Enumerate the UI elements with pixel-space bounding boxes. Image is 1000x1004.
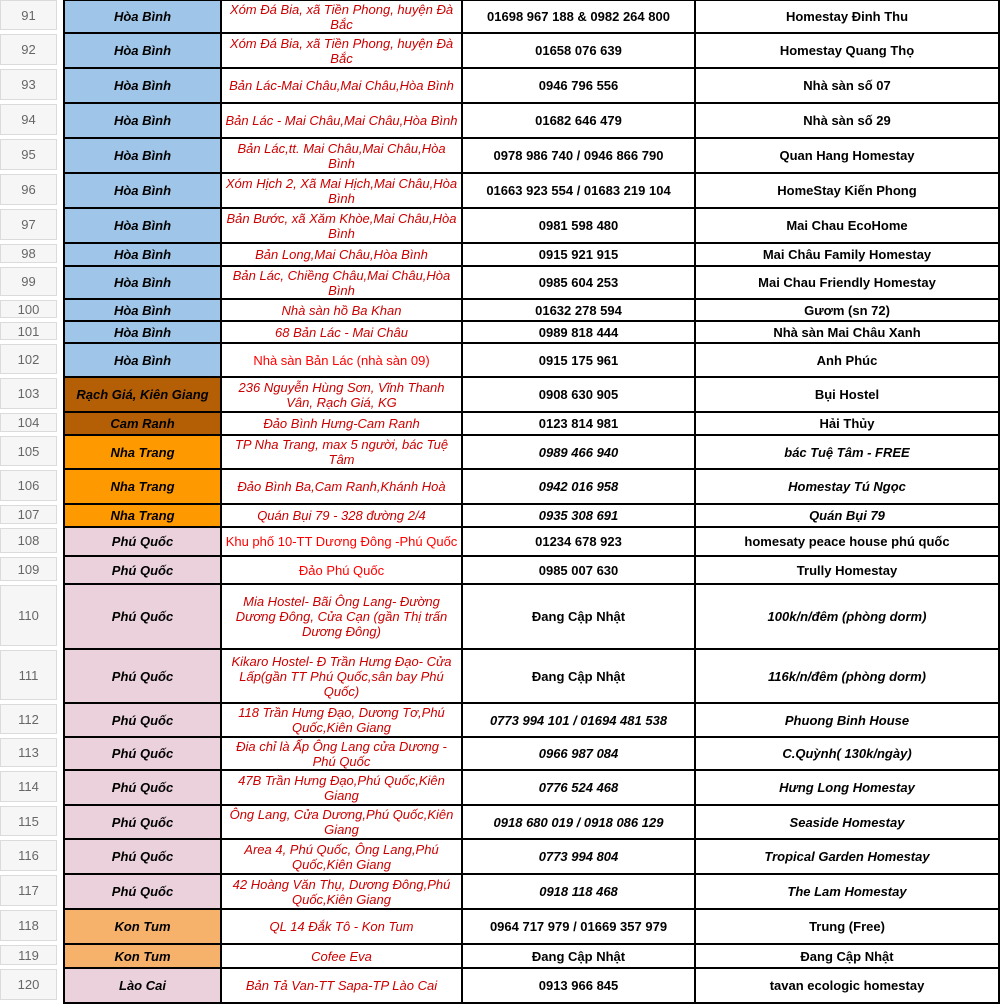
table-row	[0, 738, 1000, 771]
row-number-label: 96	[0, 174, 57, 205]
phone-cell[interactable]: Đang Cập Nhật	[463, 650, 696, 704]
row-number-label: 112	[0, 704, 57, 734]
table-row	[0, 969, 1000, 1004]
phone-cell[interactable]: 0918 118 468	[463, 875, 696, 910]
row-number[interactable]	[0, 244, 57, 267]
table-row	[0, 34, 1000, 69]
address-cell[interactable]: Bản Lác-Mai Châu,Mai Châu,Hòa Bình	[222, 69, 463, 104]
address-cell[interactable]: QL 14 Đắk Tô - Kon Tum	[222, 910, 463, 945]
homestay-name-cell[interactable]: Quán Bụi 79	[696, 505, 1000, 528]
province-cell[interactable]: Nha Trang	[63, 505, 222, 528]
table-row	[0, 413, 1000, 436]
phone-cell[interactable]: Đang Cập Nhật	[463, 945, 696, 969]
phone-cell[interactable]: 0776 524 468	[463, 771, 696, 806]
table-row	[0, 470, 1000, 505]
homestay-name-cell[interactable]: Hưng Long Homestay	[696, 771, 1000, 806]
row-number-label: 113	[0, 738, 57, 767]
row-number[interactable]	[0, 806, 57, 840]
phone-cell[interactable]: 0918 680 019 / 0918 086 129	[463, 806, 696, 840]
table-row	[0, 139, 1000, 174]
homestay-name-cell[interactable]: Nhà sàn số 29	[696, 104, 1000, 139]
row-number[interactable]	[0, 528, 57, 557]
homestay-name-cell[interactable]: Trully Homestay	[696, 557, 1000, 585]
address-cell[interactable]: 68 Bản Lác - Mai Châu	[222, 322, 463, 344]
row-number[interactable]	[0, 34, 57, 69]
row-number-label: 101	[0, 322, 57, 340]
phone-cell[interactable]: 0981 598 480	[463, 209, 696, 244]
homestay-name-cell[interactable]: HomeStay Kiến Phong	[696, 174, 1000, 209]
table-row	[0, 69, 1000, 104]
row-number[interactable]	[0, 300, 57, 322]
address-cell[interactable]: Bản Lác,tt. Mai Châu,Mai Châu,Hòa Bình	[222, 139, 463, 174]
province-cell[interactable]: Phú Quốc	[63, 557, 222, 585]
homestay-name-cell[interactable]: 116k/n/đêm (phòng dorm)	[696, 650, 1000, 704]
address-cell[interactable]: Quán Bụi 79 - 328 đường 2/4	[222, 505, 463, 528]
row-number-label: 108	[0, 528, 57, 553]
row-number[interactable]	[0, 139, 57, 174]
table-row	[0, 378, 1000, 413]
homestay-name-cell[interactable]: Homestay Quang Thọ	[696, 34, 1000, 69]
address-cell[interactable]: 118 Trần Hưng Đạo, Dương Tơ,Phú Quốc,Kiên Giang	[222, 704, 463, 738]
address-cell[interactable]: Bản Lác - Mai Châu,Mai Châu,Hòa Bình	[222, 104, 463, 139]
row-number-label: 116	[0, 840, 57, 871]
row-number-label: 93	[0, 69, 57, 100]
homestay-name-cell[interactable]: Bụi Hostel	[696, 378, 1000, 413]
homestay-name-cell[interactable]: Nhà sàn Mai Châu Xanh	[696, 322, 1000, 344]
province-cell[interactable]: Hòa Bình	[63, 267, 222, 300]
homestay-name-cell[interactable]: Trung (Free)	[696, 910, 1000, 945]
row-number[interactable]	[0, 585, 57, 650]
province-cell[interactable]: Hòa Bình	[63, 322, 222, 344]
table-row	[0, 300, 1000, 322]
province-cell[interactable]: Phú Quốc	[63, 875, 222, 910]
row-number[interactable]	[0, 69, 57, 104]
row-number-label: 105	[0, 436, 57, 466]
address-cell[interactable]: Bản Tả Van-TT Sapa-TP Lào Cai	[222, 969, 463, 1004]
table-row	[0, 771, 1000, 806]
phone-cell[interactable]: 0773 994 804	[463, 840, 696, 875]
address-cell[interactable]: 47B Trần Hưng Đạo,Phú Quốc,Kiên Giang	[222, 771, 463, 806]
table-row	[0, 840, 1000, 875]
table-row	[0, 505, 1000, 528]
table-row	[0, 704, 1000, 738]
row-number-label: 111	[0, 650, 57, 700]
province-cell[interactable]: Hòa Bình	[63, 0, 222, 34]
table-row	[0, 650, 1000, 704]
row-number-label: 115	[0, 806, 57, 836]
province-cell[interactable]: Cam Ranh	[63, 413, 222, 436]
row-number[interactable]	[0, 0, 57, 34]
phone-cell[interactable]: 0942 016 958	[463, 470, 696, 505]
phone-cell[interactable]: 0985 604 253	[463, 267, 696, 300]
province-cell[interactable]: Phú Quốc	[63, 738, 222, 771]
address-cell[interactable]: Bản Lác, Chiềng Châu,Mai Châu,Hòa Bình	[222, 267, 463, 300]
table-row	[0, 174, 1000, 209]
homestay-name-cell[interactable]: Hải Thủy	[696, 413, 1000, 436]
row-number[interactable]	[0, 771, 57, 806]
homestay-name-cell[interactable]: Phuong Binh House	[696, 704, 1000, 738]
phone-cell[interactable]: 01658 076 639	[463, 34, 696, 69]
row-number-label: 100	[0, 300, 57, 318]
table-row	[0, 104, 1000, 139]
phone-cell[interactable]: 0123 814 981	[463, 413, 696, 436]
address-cell[interactable]: Bản Long,Mai Châu,Hòa Bình	[222, 244, 463, 267]
table-row	[0, 875, 1000, 910]
province-cell[interactable]: Rạch Giá, Kiên Giang	[63, 378, 222, 413]
province-cell[interactable]: Kon Tum	[63, 945, 222, 969]
phone-cell[interactable]: 0773 994 101 / 01694 481 538	[463, 704, 696, 738]
row-number-label: 117	[0, 875, 57, 906]
homestay-name-cell[interactable]: Homestay Đinh Thu	[696, 0, 1000, 34]
homestay-name-cell[interactable]: Gươm (sn 72)	[696, 300, 1000, 322]
address-cell[interactable]: Xóm Đá Bia, xã Tiền Phong, huyện Đà Bắc	[222, 34, 463, 69]
row-number-label: 97	[0, 209, 57, 240]
phone-cell[interactable]: 0915 921 915	[463, 244, 696, 267]
row-number-label: 94	[0, 104, 57, 135]
homestay-name-cell[interactable]: Nhà sàn số 07	[696, 69, 1000, 104]
province-cell[interactable]: Phú Quốc	[63, 840, 222, 875]
address-cell[interactable]: Đia chỉ là Ấp Ông Lang cửa Dương - Phú Quốc	[222, 738, 463, 771]
province-cell[interactable]: Phú Quốc	[63, 771, 222, 806]
phone-cell[interactable]: 01234 678 923	[463, 528, 696, 557]
table-row	[0, 436, 1000, 470]
row-number-label: 92	[0, 34, 57, 65]
row-number-label: 120	[0, 969, 57, 1000]
row-number-label: 107	[0, 505, 57, 524]
row-number-label: 104	[0, 413, 57, 432]
row-number[interactable]	[0, 704, 57, 738]
province-cell[interactable]: Hòa Bình	[63, 209, 222, 244]
phone-cell[interactable]: 01698 967 188 & 0982 264 800	[463, 0, 696, 34]
phone-cell[interactable]: 0985 007 630	[463, 557, 696, 585]
row-number[interactable]	[0, 413, 57, 436]
address-cell[interactable]: Đảo Bình Hưng-Cam Ranh	[222, 413, 463, 436]
province-cell[interactable]: Hòa Bình	[63, 174, 222, 209]
homestay-name-cell[interactable]: Tropical Garden Homestay	[696, 840, 1000, 875]
address-cell[interactable]: Kikaro Hostel- Đ Trần Hưng Đạo- Cửa Lấp(gần TT Phú Quốc,sân bay Phú Quốc)	[222, 650, 463, 704]
address-cell[interactable]: Area 4, Phú Quốc, Ông Lang,Phú Quốc,Kiên Giang	[222, 840, 463, 875]
row-number[interactable]	[0, 840, 57, 875]
address-cell[interactable]: Mia Hostel- Bãi Ông Lang- Đường Dương Đông, Cửa Cạn (gần Thị trấn Dương Đông)	[222, 585, 463, 650]
homestay-name-cell[interactable]: The Lam Homestay	[696, 875, 1000, 910]
province-cell[interactable]: Phú Quốc	[63, 806, 222, 840]
address-cell[interactable]: Đảo Bình Ba,Cam Ranh,Khánh Hoà	[222, 470, 463, 505]
phone-cell[interactable]: 01663 923 554 / 01683 219 104	[463, 174, 696, 209]
row-number-label: 91	[0, 0, 57, 30]
homestay-name-cell[interactable]: Seaside Homestay	[696, 806, 1000, 840]
address-cell[interactable]: 236 Nguyễn Hùng Sơn, Vĩnh Thanh Vân, Rạch Giá, KG	[222, 378, 463, 413]
row-number[interactable]	[0, 378, 57, 413]
address-cell[interactable]: Nhà sàn hồ Ba Khan	[222, 300, 463, 322]
homestay-name-cell[interactable]: Đang Cập Nhật	[696, 945, 1000, 969]
phone-cell[interactable]: 0935 308 691	[463, 505, 696, 528]
province-cell[interactable]: Nha Trang	[63, 470, 222, 505]
row-number[interactable]	[0, 104, 57, 139]
table-row	[0, 322, 1000, 344]
table-row	[0, 557, 1000, 585]
row-number-label: 110	[0, 585, 57, 646]
table-row	[0, 585, 1000, 650]
table-row	[0, 267, 1000, 300]
row-number[interactable]	[0, 910, 57, 945]
table-row	[0, 344, 1000, 378]
address-cell[interactable]: Bản Bước, xã Xăm Khòe,Mai Châu,Hòa Bình	[222, 209, 463, 244]
homestay-name-cell[interactable]: bác Tuệ Tâm - FREE	[696, 436, 1000, 470]
table-row	[0, 806, 1000, 840]
address-cell[interactable]: Ông Lang, Cửa Dương,Phú Quốc,Kiên Giang	[222, 806, 463, 840]
phone-cell[interactable]: Đang Cập Nhật	[463, 585, 696, 650]
address-cell[interactable]: TP Nha Trang, max 5 người, bác Tuệ Tâm	[222, 436, 463, 470]
phone-cell[interactable]: 0915 175 961	[463, 344, 696, 378]
row-number[interactable]	[0, 344, 57, 378]
row-number-label: 109	[0, 557, 57, 581]
row-number-label: 119	[0, 945, 57, 965]
province-cell[interactable]: Kon Tum	[63, 910, 222, 945]
homestay-name-cell[interactable]: C.Quỳnh( 130k/ngày)	[696, 738, 1000, 771]
phone-cell[interactable]: 0913 966 845	[463, 969, 696, 1004]
row-number-label: 106	[0, 470, 57, 501]
row-number-label: 103	[0, 378, 57, 409]
province-cell[interactable]: Hòa Bình	[63, 104, 222, 139]
province-cell[interactable]: Phú Quốc	[63, 650, 222, 704]
phone-cell[interactable]: 0946 796 556	[463, 69, 696, 104]
address-cell[interactable]: Xóm Đá Bia, xã Tiền Phong, huyện Đà Bắc	[222, 0, 463, 34]
row-number-label: 118	[0, 910, 57, 941]
province-cell[interactable]: Phú Quốc	[63, 585, 222, 650]
homestay-name-cell[interactable]: Mai Chau EcoHome	[696, 209, 1000, 244]
row-number[interactable]	[0, 322, 57, 344]
row-number-label: 98	[0, 244, 57, 263]
row-number-label: 95	[0, 139, 57, 170]
row-number-label: 102	[0, 344, 57, 374]
homestay-name-cell[interactable]: Mai Châu Family Homestay	[696, 244, 1000, 267]
phone-cell[interactable]: 01632 278 594	[463, 300, 696, 322]
province-cell[interactable]: Hòa Bình	[63, 300, 222, 322]
homestay-name-cell[interactable]: Homestay Tú Ngọc	[696, 470, 1000, 505]
row-number[interactable]	[0, 650, 57, 704]
province-cell[interactable]: Phú Quốc	[63, 528, 222, 557]
row-number[interactable]	[0, 209, 57, 244]
homestay-name-cell[interactable]: Anh Phúc	[696, 344, 1000, 378]
province-cell[interactable]: Hòa Bình	[63, 139, 222, 174]
province-cell[interactable]: Hòa Bình	[63, 34, 222, 69]
address-cell[interactable]: 42 Hoàng Văn Thụ, Dương Đông,Phú Quốc,Kiên Giang	[222, 875, 463, 910]
table-row	[0, 0, 1000, 34]
table-row	[0, 910, 1000, 945]
row-number-label: 99	[0, 267, 57, 296]
table-row	[0, 244, 1000, 267]
phone-cell[interactable]: 0989 466 940	[463, 436, 696, 470]
address-cell[interactable]: Khu phố 10-TT Dương Đông -Phú Quốc	[222, 528, 463, 557]
homestay-name-cell[interactable]: Quan Hang Homestay	[696, 139, 1000, 174]
row-number[interactable]	[0, 470, 57, 505]
province-cell[interactable]: Hòa Bình	[63, 69, 222, 104]
province-cell[interactable]: Nha Trang	[63, 436, 222, 470]
phone-cell[interactable]: 0964 717 979 / 01669 357 979	[463, 910, 696, 945]
province-cell[interactable]: Lào Cai	[63, 969, 222, 1004]
address-cell[interactable]: Nhà sàn Bản Lác (nhà sàn 09)	[222, 344, 463, 378]
phone-cell[interactable]: 01682 646 479	[463, 104, 696, 139]
address-cell[interactable]: Xóm Hịch 2, Xã Mai Hịch,Mai Châu,Hòa Bình	[222, 174, 463, 209]
phone-cell[interactable]: 0978 986 740 / 0946 866 790	[463, 139, 696, 174]
homestay-name-cell[interactable]: Mai Chau Friendly Homestay	[696, 267, 1000, 300]
table-row	[0, 528, 1000, 557]
table-row	[0, 209, 1000, 244]
row-number[interactable]	[0, 267, 57, 300]
row-number[interactable]	[0, 436, 57, 470]
phone-cell[interactable]: 0966 987 084	[463, 738, 696, 771]
row-number[interactable]	[0, 969, 57, 1004]
table-row	[0, 945, 1000, 969]
homestay-name-cell[interactable]: tavan ecologic homestay	[696, 969, 1000, 1004]
address-cell[interactable]: Cofee Eva	[222, 945, 463, 969]
row-number[interactable]	[0, 875, 57, 910]
row-number[interactable]	[0, 174, 57, 209]
row-number[interactable]	[0, 557, 57, 585]
address-cell[interactable]: Đảo Phú Quốc	[222, 557, 463, 585]
row-number[interactable]	[0, 738, 57, 771]
phone-cell[interactable]: 0989 818 444	[463, 322, 696, 344]
row-number-label: 114	[0, 771, 57, 802]
row-number[interactable]	[0, 505, 57, 528]
province-cell[interactable]: Phú Quốc	[63, 704, 222, 738]
province-cell[interactable]: Hòa Bình	[63, 344, 222, 378]
province-cell[interactable]: Hòa Bình	[63, 244, 222, 267]
homestay-name-cell[interactable]: homesaty peace house phú quốc	[696, 528, 1000, 557]
homestay-name-cell[interactable]: 100k/n/đêm (phòng dorm)	[696, 585, 1000, 650]
row-number[interactable]	[0, 945, 57, 969]
phone-cell[interactable]: 0908 630 905	[463, 378, 696, 413]
